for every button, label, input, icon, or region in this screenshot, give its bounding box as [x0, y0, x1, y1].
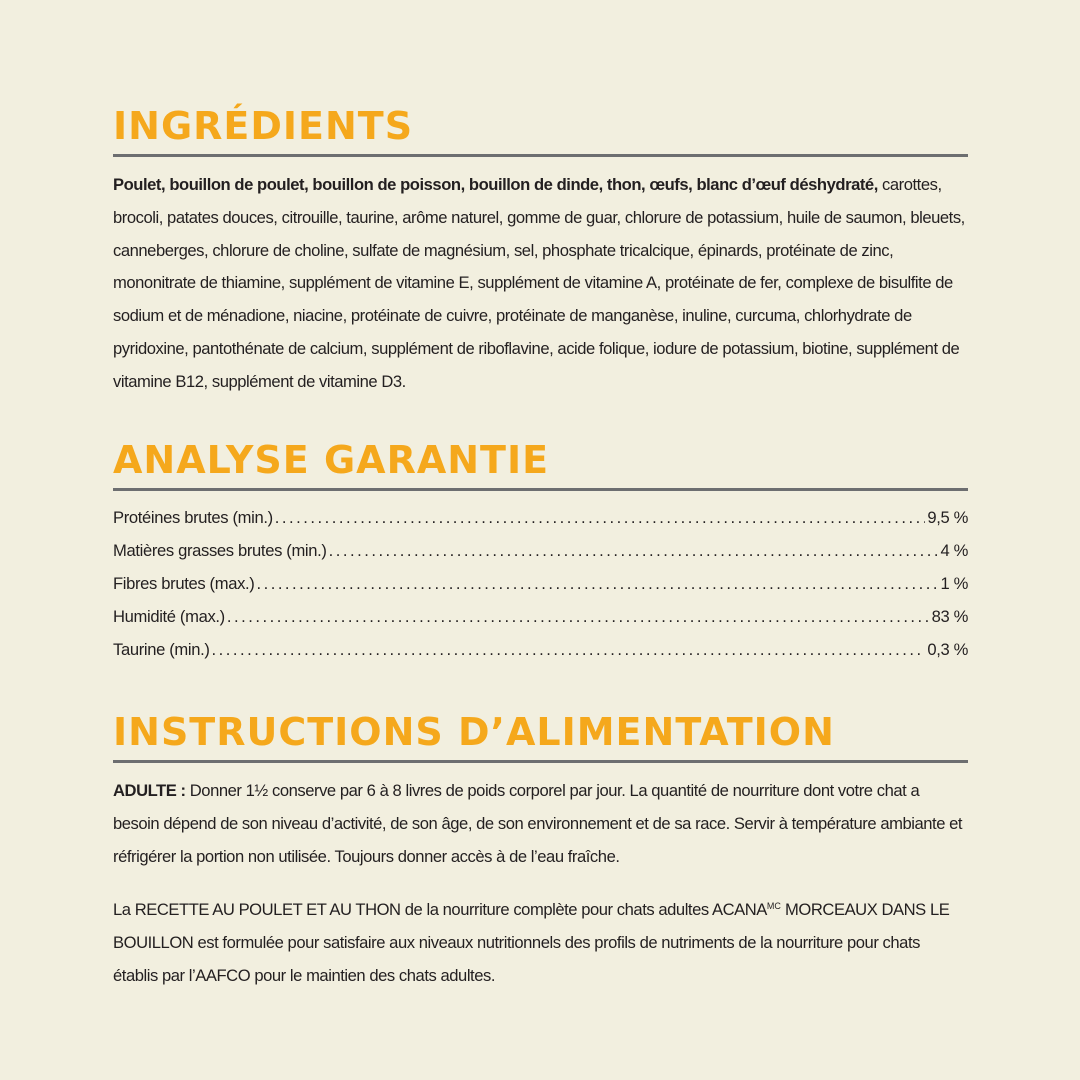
- ingredients-list: [113, 169, 968, 399]
- analysis-row-fiber: [113, 567, 968, 600]
- adult-instructions: Donner 1½ conserve par 6 à 8 livres de poids corporel par jour. La quantité de nourriture dont votre chat a besoin dépend de son niveau d’activité, de son âge, de son environnement et de sa race. Servir à température ambiante et réfrigérer la portion non utilisée. Toujours donner accès à de l’eau fraîche.: [113, 781, 963, 866]
- analysis-label: Taurine (min.): [113, 640, 210, 659]
- analysis-value: 9,5 %: [927, 508, 968, 527]
- feeding-divider: [113, 760, 968, 763]
- analysis-value: 0,3 %: [927, 640, 968, 659]
- analysis-label: Fibres brutes (max.): [113, 574, 255, 593]
- dot-leader: [227, 600, 930, 633]
- analysis-label: Protéines brutes (min.): [113, 508, 273, 527]
- feeding-section: [113, 710, 968, 993]
- statement-text-end: MORCEAUX DANS LE BOUILLON est formulée pour satisfaire aux niveaux nutritionnels des profils de nutriments de la nourriture pour chats établis par l’AAFCO pour le maintien des chats adultes.: [113, 900, 950, 985]
- dot-leader: [212, 633, 926, 666]
- aafco-statement: [113, 890, 968, 992]
- dot-leader: [256, 567, 938, 600]
- analysis-row-protein: [113, 501, 968, 534]
- analysis-label: Matières grasses brutes (min.): [113, 541, 327, 560]
- analysis-value: 4 %: [940, 541, 968, 560]
- adult-label: ADULTE :: [113, 781, 186, 800]
- analysis-divider: [113, 488, 968, 491]
- statement-text-start: La RECETTE AU POULET ET AU THON de la nourriture complète pour chats adultes ACANA: [113, 900, 767, 920]
- analysis-label: Humidité (max.): [113, 607, 225, 626]
- analysis-value: 83 %: [931, 607, 968, 626]
- feeding-adult-paragraph: [113, 775, 968, 873]
- ingredients-main-list: Poulet, bouillon de poulet, bouillon de poisson, bouillon de dinde, thon, œufs, blanc d’œuf déshydraté,: [113, 175, 878, 194]
- analysis-heading: ANALYSE GARANTIE: [113, 438, 550, 482]
- ingredients-section: [113, 104, 968, 399]
- ingredients-heading: INGRÉDIENTS: [113, 104, 414, 148]
- analysis-row-moisture: [113, 600, 968, 633]
- analysis-row-taurine: [113, 633, 968, 666]
- analysis-section: [113, 438, 968, 666]
- analysis-value: 1 %: [940, 574, 968, 593]
- trademark-mark: MC: [766, 901, 781, 912]
- feeding-heading: INSTRUCTIONS D’ALIMENTATION: [113, 710, 835, 754]
- analysis-row-fat: [113, 534, 968, 567]
- ingredients-divider: [113, 154, 968, 157]
- dot-leader: [275, 501, 926, 534]
- analysis-table: [113, 501, 968, 666]
- dot-leader: [329, 534, 939, 567]
- ingredients-secondary-list: carottes, brocoli, patates douces, citrouille, taurine, arôme naturel, gomme de guar, chlorure de potassium, huile de saumon, bleuets, canneberges, chlorure de choline, sulfate de magnésium, sel, phosphate tricalcique, épinards, protéinate de zinc, mononitrate de thiamine, supplément de vitamine E, supplément de vitamine A, protéinate de fer, complexe de bisulfite de sodium et de ménadione, niacine, protéinate de cuivre, protéinate de manganèse, inuline, curcuma, chlorhydrate de pyridoxine, pantothénate de calcium, supplément de riboflavine, acide folique, iodure de potassium, biotine, supplément de vitamine B12, supplément de vitamine D3.: [113, 175, 965, 391]
